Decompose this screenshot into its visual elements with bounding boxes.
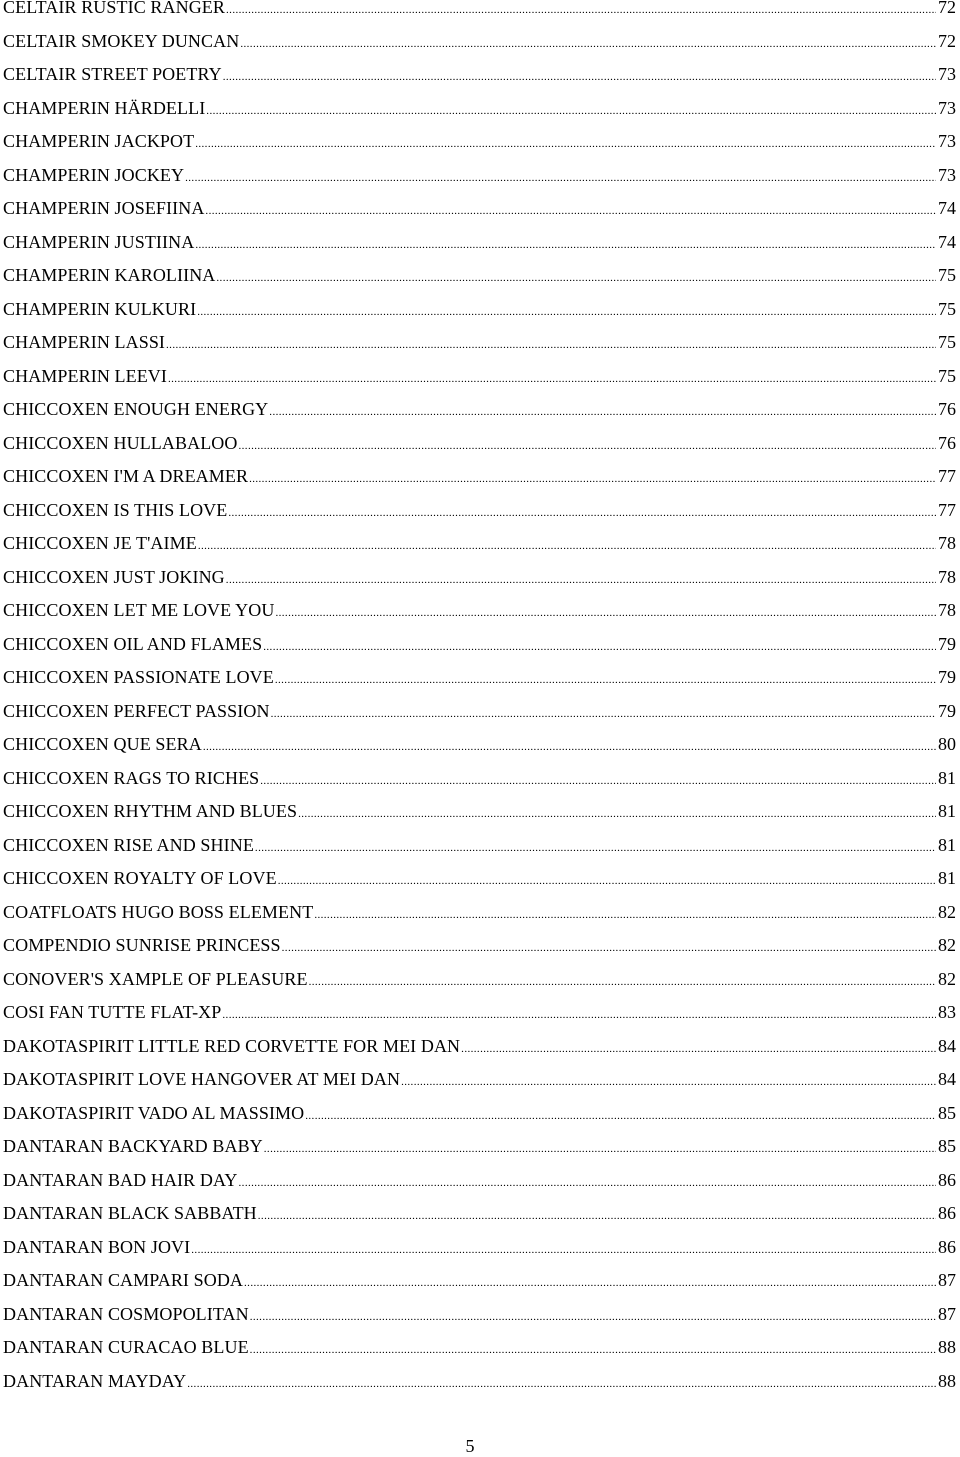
toc-entry-page: 75	[938, 265, 956, 285]
toc-entry[interactable]	[0, 1365, 958, 1399]
toc-entry-page: 73	[938, 64, 956, 84]
toc-dot-leader	[250, 1301, 936, 1332]
toc-entry[interactable]	[0, 0, 958, 25]
toc-entry-title: CHICCOXEN I'M A DREAMER	[3, 466, 249, 486]
toc-entry-title: CHICCOXEN HULLABALOO	[3, 432, 238, 453]
toc-entry[interactable]	[0, 1298, 958, 1332]
toc-entry-title: CHAMPERIN LEEVI	[3, 365, 167, 386]
toc-entry-page: 77	[938, 499, 956, 520]
toc-dot-leader	[249, 463, 936, 494]
toc-entry[interactable]	[0, 1264, 958, 1298]
toc-entry[interactable]	[0, 661, 958, 695]
toc-entry[interactable]	[0, 527, 958, 561]
toc-entry[interactable]	[0, 1097, 958, 1131]
toc-entry-page: 72	[938, 0, 956, 17]
toc-entry-title: DANTARAN CAMPARI SODA	[3, 1270, 244, 1290]
toc-entry-title: CHICCOXEN JE T'AIME	[3, 533, 197, 553]
toc-dot-leader	[298, 798, 936, 829]
toc-entry-title: CHAMPERIN JACKPOT	[3, 131, 195, 151]
toc-entry-page: 75	[938, 365, 956, 386]
toc-entry-title: DANTARAN BLACK SABBATH	[3, 1203, 257, 1223]
toc-entry-page: 84	[938, 1069, 956, 1089]
toc-entry[interactable]	[0, 427, 958, 461]
toc-entry[interactable]	[0, 795, 958, 829]
toc-dot-leader	[258, 1200, 936, 1231]
toc-entry-title: CHICCOXEN RISE AND SHINE	[3, 834, 254, 855]
toc-entry-page: 76	[938, 432, 956, 453]
toc-entry-page: 74	[938, 231, 956, 252]
toc-dot-leader	[244, 1267, 936, 1298]
toc-entry-page: 78	[938, 533, 956, 553]
toc-entry-title: CHAMPERIN JOSEFIINA	[3, 198, 205, 218]
toc-entry-title: CHICCOXEN QUE SERA	[3, 734, 202, 754]
toc-entry-title: CHAMPERIN KAROLIINA	[3, 265, 216, 285]
toc-dot-leader	[275, 597, 936, 628]
toc-dot-leader	[198, 530, 936, 561]
toc-entry[interactable]	[0, 561, 958, 595]
toc-entry-page: 79	[938, 700, 956, 721]
toc-entry[interactable]	[0, 92, 958, 126]
toc-dot-leader	[278, 865, 936, 896]
toc-dot-leader	[255, 832, 936, 863]
toc-dot-leader	[205, 195, 936, 226]
toc-entry-title: CHICCOXEN IS THIS LOVE	[3, 499, 228, 520]
toc-entry-title: CHICCOXEN ROYALTY OF LOVE	[3, 868, 277, 888]
toc-entry[interactable]	[0, 1164, 958, 1198]
toc-entry[interactable]	[0, 628, 958, 662]
toc-entry-title: CHICCOXEN ENOUGH ENERGY	[3, 399, 269, 419]
toc-dot-leader	[260, 765, 936, 796]
toc-entry[interactable]	[0, 1030, 958, 1064]
toc-entry-title: CHICCOXEN LET ME LOVE YOU	[3, 600, 275, 620]
toc-entry[interactable]	[0, 594, 958, 628]
toc-dot-leader	[216, 262, 936, 293]
toc-entry-title: CELTAIR SMOKEY DUNCAN	[3, 30, 240, 51]
toc-entry-page: 74	[938, 198, 956, 218]
toc-entry-title: CELTAIR RUSTIC RANGER	[3, 0, 226, 17]
toc-entry-page: 81	[938, 801, 956, 821]
toc-entry-title: DANTARAN MAYDAY	[3, 1370, 187, 1391]
toc-entry-title: CHICCOXEN OIL AND FLAMES	[3, 633, 263, 654]
toc-entry-page: 87	[938, 1270, 956, 1290]
toc-dot-leader	[239, 1167, 936, 1198]
toc-dot-leader	[168, 363, 936, 394]
toc-dot-leader	[239, 430, 937, 461]
toc-entry-title: COSI FAN TUTTE FLAT-XP	[3, 1002, 222, 1022]
toc-entry-title: DAKOTASPIRIT VADO AL MASSIMO	[3, 1102, 305, 1123]
toc-entry-title: DAKOTASPIRIT LOVE HANGOVER AT MEI DAN	[3, 1069, 401, 1089]
toc-dot-leader	[269, 396, 936, 427]
toc-entry-page: 82	[938, 935, 956, 955]
toc-entry-title: CHICCOXEN PERFECT PASSION	[3, 700, 270, 721]
toc-dot-leader	[203, 731, 936, 762]
toc-entry[interactable]	[0, 1063, 958, 1097]
toc-dot-leader	[275, 664, 936, 695]
toc-entry[interactable]	[0, 728, 958, 762]
toc-entry-page: 78	[938, 566, 956, 587]
toc-entry-page: 86	[938, 1203, 956, 1223]
toc-entry-page: 88	[938, 1370, 956, 1391]
toc-entry-title: DAKOTASPIRIT LITTLE RED CORVETTE FOR MEI DAN	[3, 1035, 461, 1056]
toc-entry[interactable]	[0, 25, 958, 59]
toc-entry[interactable]	[0, 460, 958, 494]
toc-dot-leader	[271, 698, 936, 729]
toc-entry-page: 82	[938, 968, 956, 989]
toc-entry[interactable]	[0, 393, 958, 427]
toc-entry[interactable]	[0, 360, 958, 394]
toc-dot-leader	[226, 0, 936, 25]
toc-entry[interactable]	[0, 159, 958, 193]
toc-entry-page: 80	[938, 734, 956, 754]
toc-entry-title: COATFLOATS HUGO BOSS ELEMENT	[3, 901, 314, 922]
toc-entry-title: DANTARAN CURACAO BLUE	[3, 1337, 249, 1357]
toc-entry-title: CHICCOXEN PASSIONATE LOVE	[3, 667, 274, 687]
toc-dot-leader	[263, 631, 936, 662]
toc-dot-leader	[305, 1100, 936, 1131]
toc-entry-page: 77	[938, 466, 956, 486]
toc-entry-title: DANTARAN BON JOVI	[3, 1236, 191, 1257]
toc-entry-title: COMPENDIO SUNRISE PRINCESS	[3, 935, 281, 955]
toc-dot-leader	[166, 329, 936, 360]
toc-entry[interactable]	[0, 1231, 958, 1265]
toc-entry[interactable]	[0, 293, 958, 327]
toc-entry-page: 81	[938, 868, 956, 888]
toc-entry-page: 79	[938, 633, 956, 654]
toc-entry-page: 82	[938, 901, 956, 922]
toc-dot-leader	[195, 229, 936, 260]
toc-entry-page: 75	[938, 332, 956, 352]
toc-entry[interactable]	[0, 259, 958, 293]
toc-entry[interactable]	[0, 192, 958, 226]
toc-dot-leader	[222, 999, 936, 1030]
toc-entry-title: CELTAIR STREET POETRY	[3, 64, 222, 84]
toc-entry-page: 85	[938, 1102, 956, 1123]
toc-entry-page: 83	[938, 1002, 956, 1022]
toc-entry[interactable]	[0, 963, 958, 997]
toc-dot-leader	[461, 1033, 936, 1064]
toc-entry[interactable]	[0, 494, 958, 528]
toc-dot-leader	[191, 1234, 936, 1265]
toc-entry-title: CONOVER'S XAMPLE OF PLEASURE	[3, 968, 308, 989]
toc-entry[interactable]	[0, 829, 958, 863]
toc-entry[interactable]	[0, 996, 958, 1030]
toc-entry-title: CHAMPERIN JOCKEY	[3, 164, 185, 185]
toc-entry-title: CHAMPERIN HÄRDELLI	[3, 97, 206, 118]
toc-entry-title: CHICCOXEN RAGS TO RICHES	[3, 767, 260, 788]
toc-entry-page: 73	[938, 164, 956, 185]
toc-entry[interactable]	[0, 326, 958, 360]
toc-entry-page: 86	[938, 1236, 956, 1257]
toc-entry-page: 72	[938, 30, 956, 51]
toc-dot-leader	[226, 564, 936, 595]
toc-entry-page: 81	[938, 834, 956, 855]
toc-entry[interactable]	[0, 1197, 958, 1231]
toc-entry-page: 78	[938, 600, 956, 620]
page-number: 5	[465, 1436, 475, 1456]
toc-entry[interactable]	[0, 695, 958, 729]
toc-dot-leader	[250, 1334, 936, 1365]
toc-entry-page: 76	[938, 399, 956, 419]
toc-dot-leader	[309, 966, 936, 997]
toc-entry-page: 81	[938, 767, 956, 788]
toc-entry-page: 73	[938, 97, 956, 118]
toc-dot-leader	[314, 899, 936, 930]
toc-dot-leader	[264, 1133, 936, 1164]
toc-entry[interactable]	[0, 1130, 958, 1164]
toc-entry[interactable]	[0, 226, 958, 260]
toc-entry[interactable]	[0, 862, 958, 896]
toc-entry[interactable]	[0, 1331, 958, 1365]
toc-entry-page: 79	[938, 667, 956, 687]
toc-entry-page: 88	[938, 1337, 956, 1357]
toc-entry-page: 75	[938, 298, 956, 319]
toc-entry-title: DANTARAN COSMOPOLITAN	[3, 1303, 249, 1324]
toc-entry-title: CHAMPERIN LASSI	[3, 332, 166, 352]
toc-entry-title: CHAMPERIN JUSTIINA	[3, 231, 195, 252]
toc-dot-leader	[223, 61, 936, 92]
toc-entry-title: DANTARAN BAD HAIR DAY	[3, 1169, 238, 1190]
toc-dot-leader	[185, 162, 936, 193]
toc-entry[interactable]	[0, 762, 958, 796]
toc-entry-page: 73	[938, 131, 956, 151]
toc-entry[interactable]	[0, 125, 958, 159]
toc-entry[interactable]	[0, 58, 958, 92]
toc-entry-page: 85	[938, 1136, 956, 1156]
toc-dot-leader	[282, 932, 936, 963]
toc-entry-title: CHAMPERIN KULKURI	[3, 298, 197, 319]
toc-entry-title: CHICCOXEN JUST JOKING	[3, 566, 225, 587]
toc-entry-page: 84	[938, 1035, 956, 1056]
toc-dot-leader	[401, 1066, 936, 1097]
toc-entry[interactable]	[0, 929, 958, 963]
toc-dot-leader	[228, 497, 936, 528]
toc-entry-title: CHICCOXEN RHYTHM AND BLUES	[3, 801, 298, 821]
toc-entry-page: 86	[938, 1169, 956, 1190]
toc-dot-leader	[240, 28, 936, 59]
toc-entry[interactable]	[0, 896, 958, 930]
toc-entry-page: 87	[938, 1303, 956, 1324]
toc-dot-leader	[197, 296, 936, 327]
toc-dot-leader	[195, 128, 936, 159]
toc-dot-leader	[187, 1368, 936, 1399]
toc-entry-title: DANTARAN BACKYARD BABY	[3, 1136, 263, 1156]
toc-dot-leader	[206, 95, 936, 126]
